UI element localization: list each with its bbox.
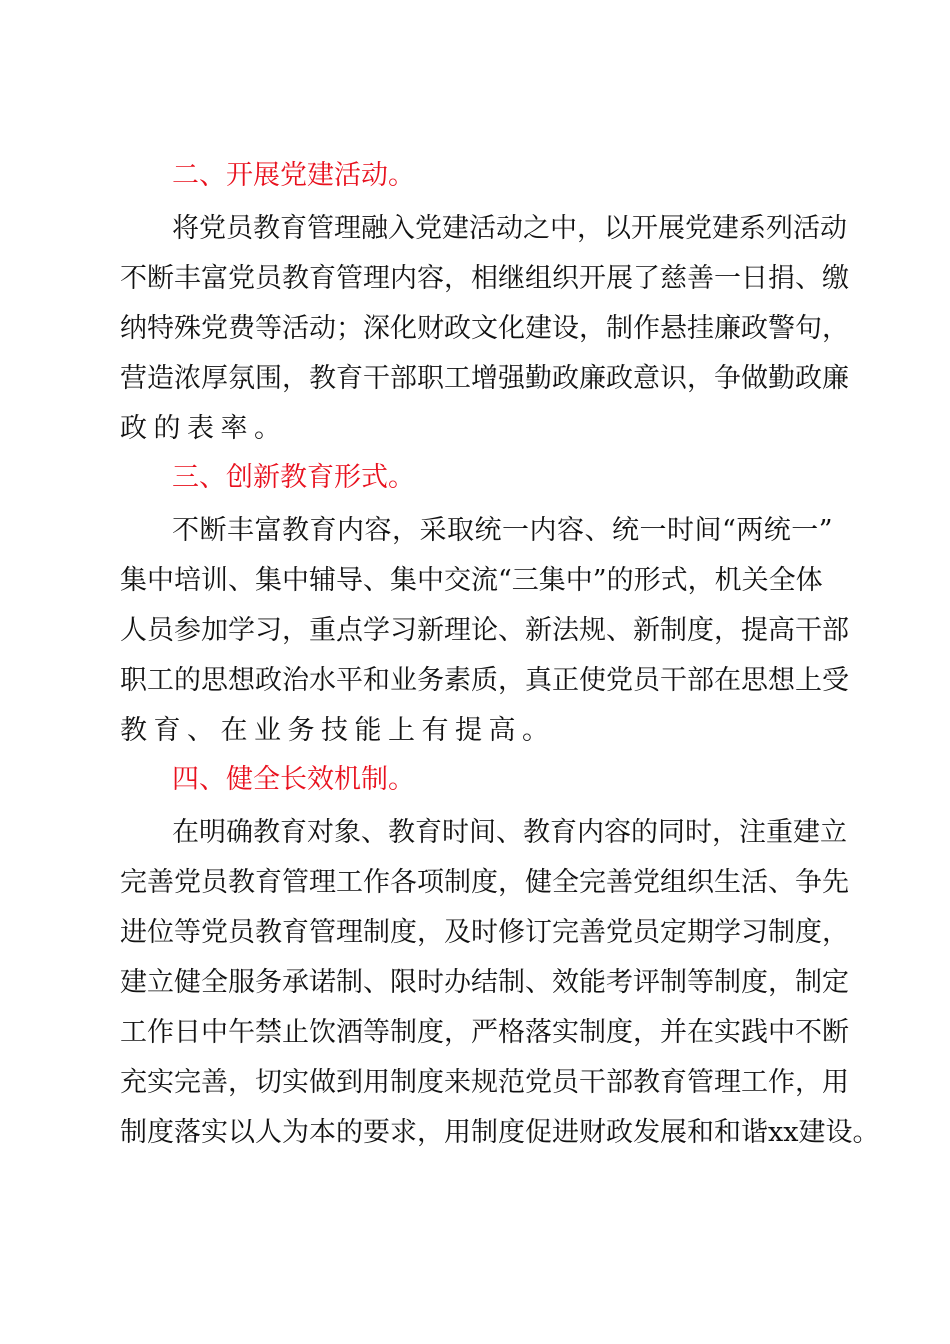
paragraph-line: 在明确教育对象、教育时间、教育内容的同时，注重建立 bbox=[172, 817, 847, 848]
paragraph-line: 不断丰富党员教育管理内容，相继组织开展了慈善一日捐、缴 bbox=[120, 263, 849, 294]
paragraph-line: 建立健全服务承诺制、限时办结制、效能考评制等制度，制定 bbox=[120, 967, 849, 998]
section-heading-2: 二、开展党建活动。 bbox=[172, 160, 415, 191]
paragraph-line: 制度落实以人为本的要求，用制度促进财政发展和和谐xx建设。 bbox=[120, 1117, 880, 1148]
document-body bbox=[120, 152, 880, 1158]
paragraph-line: 纳特殊党费等活动；深化财政文化建设，制作悬挂廉政警句， bbox=[120, 313, 849, 344]
paragraph-line: 政的表率。 bbox=[120, 413, 288, 444]
paragraph-line: 工作日中午禁止饮酒等制度，严格落实制度，并在实践中不断 bbox=[120, 1017, 849, 1048]
section-heading-4: 四、健全长效机制。 bbox=[172, 764, 415, 795]
paragraph-line: 营造浓厚氛围，教育干部职工增强勤政廉政意识，争做勤政廉 bbox=[120, 363, 849, 394]
paragraph-line: 将党员教育管理融入党建活动之中，以开展党建系列活动 bbox=[172, 213, 847, 244]
paragraph-line: 教育、在业务技能上有提高。 bbox=[120, 715, 556, 746]
paragraph-line: 充实完善，切实做到用制度来规范党员干部教育管理工作，用 bbox=[120, 1067, 849, 1098]
paragraph-line: 人员参加学习，重点学习新理论、新法规、新制度，提高干部 bbox=[120, 615, 849, 646]
paragraph-line: 完善党员教育管理工作各项制度，健全完善党组织生活、争先 bbox=[120, 867, 849, 898]
paragraph-line: 集中培训、集中辅导、集中交流“三集中”的形式，机关全体 bbox=[120, 565, 823, 596]
paragraph-line: 职工的思想政治水平和业务素质，真正使党员干部在思想上受 bbox=[120, 665, 849, 696]
section-heading-3: 三、创新教育形式。 bbox=[172, 462, 415, 493]
paragraph-line: 不断丰富教育内容，采取统一内容、统一时间“两统一” bbox=[172, 515, 834, 546]
paragraph-line: 进位等党员教育管理制度，及时修订完善党员定期学习制度， bbox=[120, 917, 849, 948]
